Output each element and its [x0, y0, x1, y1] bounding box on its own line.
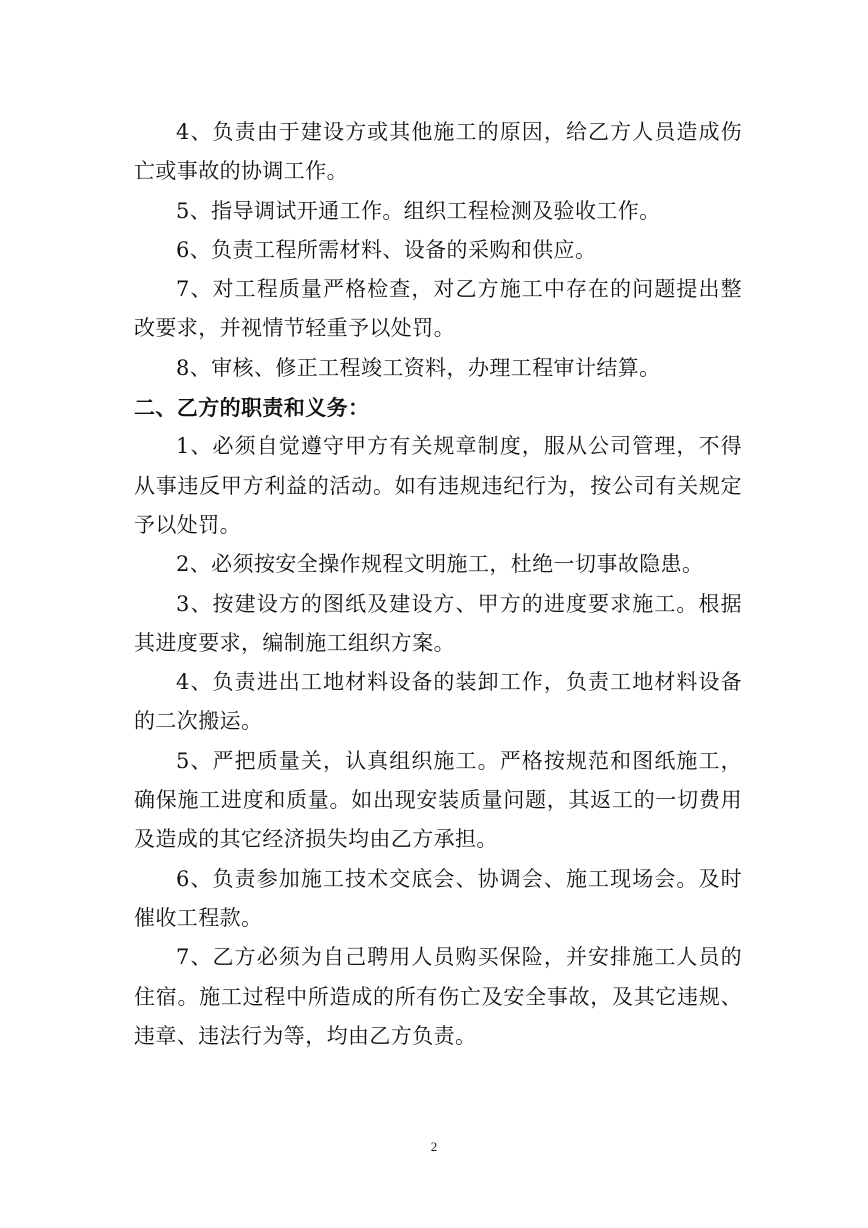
paragraph-item-2-party-b: 2、必须按安全操作规程文明施工，杜绝一切事故隐患。 [176, 552, 704, 577]
page-number: 2 [430, 1139, 438, 1154]
paragraph-item-8-party-a: 8、审核、修正工程竣工资料，办理工程审计结算。 [176, 355, 661, 380]
paragraph-item-5-party-b: 5、严把质量关，认真组织施工。严格按规范和图纸施工，确保施工进度和质量。如出现安装质量问题，其返工的一切费用及造成的其它经济损失均由乙方承担。 [134, 748, 742, 852]
paragraph-item-7-party-a: 7、对工程质量严格检查，对乙方施工中存在的问题提出整改要求，并视情节轻重予以处罚。 [134, 277, 742, 341]
paragraph-item-3-party-b: 3、按建设方的图纸及建设方、甲方的进度要求施工。根据其进度要求，编制施工组织方案。 [134, 591, 742, 655]
paragraph-item-6-party-a: 6、负责工程所需材料、设备的采购和供应。 [176, 237, 597, 262]
paragraph-item-1-party-b: 1、必须自觉遵守甲方有关规章制度，服从公司管理，不得从事违反甲方利益的活动。如有违规违纪行为，按公司有关规定予以处罚。 [134, 434, 742, 537]
paragraph-item-4-party-a: 4、负责由于建设方或其他施工的原因，给乙方人员造成伤亡或事故的协调工作。 [134, 120, 742, 184]
paragraph-item-7-party-b: 7、乙方必须为自己聘用人员购买保险，并安排施工人员的住宿。施工过程中所造成的所有伤亡及安全事故，及其它违规、违章、违法行为等，均由乙方负责。 [134, 945, 742, 1048]
document-body [134, 113, 742, 1056]
section-heading-party-b: 二、乙方的职责和义务： [134, 395, 370, 421]
paragraph-item-4-party-b: 4、负责进出工地材料设备的装卸工作，负责工地材料设备的二次搬运。 [134, 670, 742, 734]
paragraph-item-5-party-a: 5、指导调试开通工作。组织工程检测及验收工作。 [176, 198, 661, 223]
paragraph-item-6-party-b: 6、负责参加施工技术交底会、协调会、施工现场会。及时催收工程款。 [134, 866, 742, 930]
